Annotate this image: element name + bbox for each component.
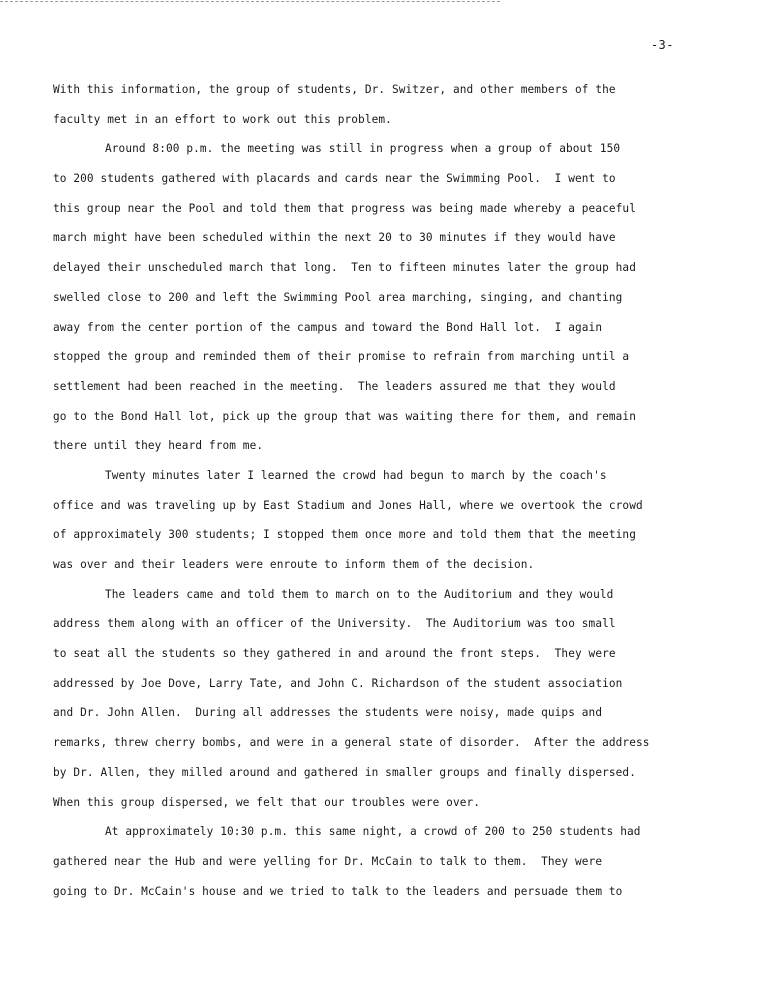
text-line: Around 8:00 p.m. the meeting was still in progress when a group of about 150	[105, 142, 621, 156]
text-line: stopped the group and reminded them of their promise to refrain from marching until a	[53, 350, 630, 364]
text-line: faculty met in an effort to work out this problem.	[53, 112, 392, 126]
text-line: march might have been scheduled within the next 20 to 30 minutes if they would have	[53, 231, 616, 245]
text-line: At approximately 10:30 p.m. this same night, a crowd of 200 to 250 students had	[105, 825, 641, 839]
text-line: was over and their leaders were enroute to inform them of the decision.	[53, 558, 535, 571]
text-line: delayed their unscheduled march that long. Ten to fifteen minutes later the group had	[53, 261, 636, 275]
text-line: office and was traveling up by East Stadium and Jones Hall, where we overtook the crowd	[53, 498, 643, 512]
text-line: this group near the Pool and told them that progress was being made whereby a peaceful	[53, 201, 636, 215]
body-text	[53, 80, 713, 911]
text-line: The leaders came and told them to march on to the Auditorium and they would	[105, 587, 614, 601]
text-line: When this group dispersed, we felt that our troubles were over.	[53, 795, 481, 809]
text-line: by Dr. Allen, they milled around and gathered in smaller groups and finally dispersed.	[53, 765, 636, 779]
text-line: swelled close to 200 and left the Swimming Pool area marching, singing, and chanting	[53, 290, 623, 304]
text-line: and Dr. John Allen. During all addresses the students were noisy, made quips and	[53, 706, 603, 720]
text-line: Twenty minutes later I learned the crowd had begun to march by the coach's	[105, 468, 607, 482]
text-line: going to Dr. McCain's house and we tried to talk to the leaders and persuade them to	[53, 884, 623, 898]
scan-top-border	[0, 1, 500, 2]
text-line: away from the center portion of the campus and toward the Bond Hall lot. I again	[53, 320, 603, 334]
text-line: there until they heard from me.	[53, 439, 264, 453]
text-line: of approximately 300 students; I stopped them once more and told them that the meeting	[53, 528, 636, 542]
text-line: settlement had been reached in the meeting. The leaders assured me that they would	[53, 379, 616, 393]
text-line: address them along with an officer of the University. The Auditorium was too small	[53, 617, 616, 631]
text-line: remarks, threw cherry bombs, and were in a general state of disorder. After the address	[53, 736, 650, 750]
text-line: to seat all the students so they gathered in and around the front steps. They were	[53, 647, 616, 661]
text-line: With this information, the group of students, Dr. Switzer, and other members of the	[53, 83, 616, 96]
text-line: go to the Bond Hall lot, pick up the group that was waiting there for them, and remain	[53, 409, 636, 423]
text-line: addressed by Joe Dove, Larry Tate, and John C. Richardson of the student association	[53, 676, 623, 690]
text-line: gathered near the Hub and were yelling for Dr. McCain to talk to them. They were	[53, 854, 603, 868]
text-line: to 200 students gathered with placards and cards near the Swimming Pool. I went to	[53, 172, 616, 186]
page-number: -3-	[650, 38, 674, 52]
